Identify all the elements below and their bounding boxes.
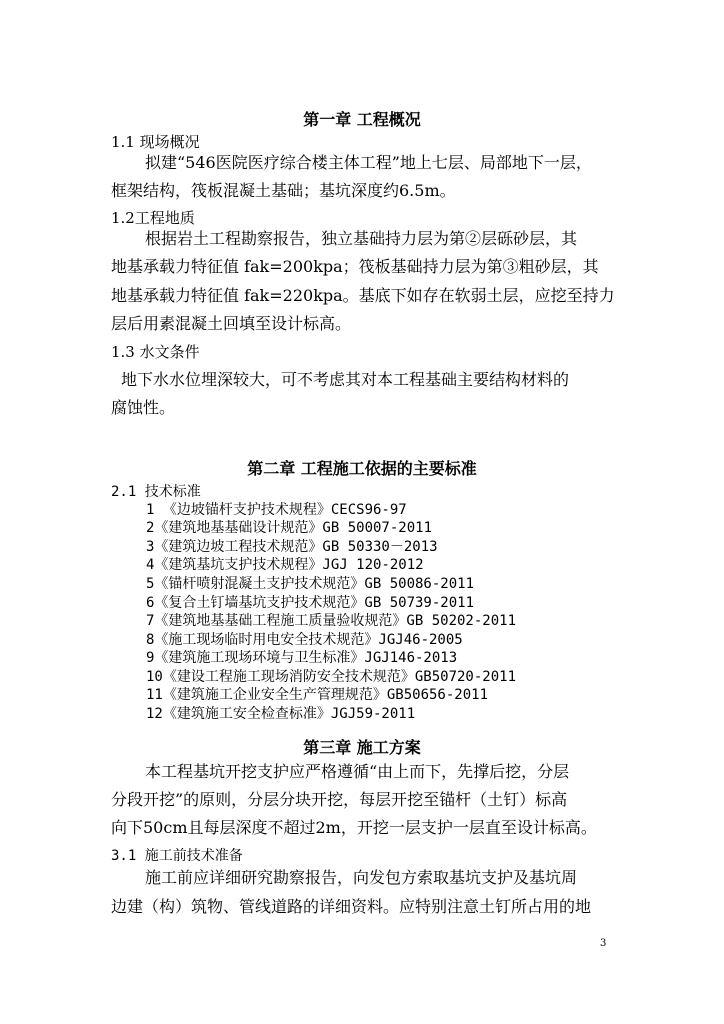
paragraph-line: 拟建“546医院医疗综合楼主体工程”地上七层、局部地下一层， — [145, 153, 592, 172]
section-1-2-title: 1.2工程地质 — [111, 209, 195, 227]
standard-item: 8《施工现场临时用电安全技术规范》JGJ46-2005 — [146, 632, 463, 648]
standard-item: 12《建筑施工安全检查标准》JGJ59-2011 — [146, 706, 416, 722]
standard-item: 5《锚杆喷射混凝土支护技术规范》GB 50086-2011 — [146, 576, 475, 592]
standard-item: 7《建筑地基基础工程施工质量验收规范》GB 50202-2011 — [146, 613, 517, 629]
paragraph-line: 边建（构）筑物、管线道路的详细资料。应特别注意土钉所占用的地 — [111, 897, 592, 916]
standard-item: 3《建筑边坡工程技术规范》GB 50330－2013 — [146, 539, 438, 555]
standard-item: 6《复合土钉墙基坑支护技术规范》GB 50739-2011 — [146, 595, 475, 611]
standard-item: 1 《边坡锚杆支护技术规程》CECS96-97 — [146, 502, 407, 518]
paragraph-line: 地基承载力特征值 fak=220kpa。基底下如存在软弱土层，应挖至持力 — [111, 286, 615, 305]
page-number: 3 — [600, 938, 607, 949]
section-3-1-title: 3.1 施工前技术准备 — [111, 848, 243, 864]
paragraph-line: 向下50cm且每层深度不超过2m，开挖一层支护一层直至设计标高。 — [111, 818, 597, 837]
paragraph-line: 本工程基坑开挖支护应严格遵循“由上而下，先撑后挖，分层 — [145, 762, 570, 781]
standard-item: 2《建筑地基基础设计规范》GB 50007-2011 — [146, 520, 433, 536]
paragraph-line: 地基承载力特征值 fak=200kpa；筏板基础持力层为第③粗砂层，其 — [111, 257, 599, 276]
chapter-3-title: 第三章 施工方案 — [303, 738, 421, 757]
paragraph-line: 根据岩土工程勘察报告，独立基础持力层为第②层砾砂层，其 — [145, 229, 578, 248]
section-1-1-title: 1.1 现场概况 — [111, 133, 200, 151]
chapter-2-title: 第二章 工程施工依据的主要标准 — [247, 459, 477, 478]
standard-item: 4《建筑基坑支护技术规程》JGJ 120-2012 — [146, 557, 424, 573]
chapter-1-title: 第一章 工程概况 — [303, 110, 421, 129]
section-2-1-title: 2.1 技术标准 — [111, 484, 201, 500]
paragraph-line: 腐蚀性。 — [111, 398, 176, 417]
standard-item: 9《建筑施工现场环境与卫生标准》JGJ146-2013 — [146, 650, 458, 666]
standard-item: 10《建设工程施工现场消防安全技术规范》GB50720-2011 — [146, 669, 517, 685]
paragraph-line: 施工前应详细研究勘察报告，向发包方索取基坑支护及基坑周 — [145, 868, 578, 887]
paragraph-line: 分段开挖”的原则，分层分块开挖，每层开挖至锚杆（土钉）标高 — [111, 790, 568, 809]
paragraph-line: 层后用素混凝土回填至设计标高。 — [111, 314, 352, 333]
paragraph-line: 框架结构，筏板混凝土基础；基坑深度约6.5m。 — [111, 181, 456, 200]
standard-item: 11《建筑施工企业安全生产管理规范》GB50656-2011 — [146, 687, 489, 703]
section-1-3-title: 1.3 水文条件 — [111, 343, 200, 361]
paragraph-line: 地下水水位埋深较大，可不考虑其对本工程基础主要结构材料的 — [121, 370, 570, 389]
